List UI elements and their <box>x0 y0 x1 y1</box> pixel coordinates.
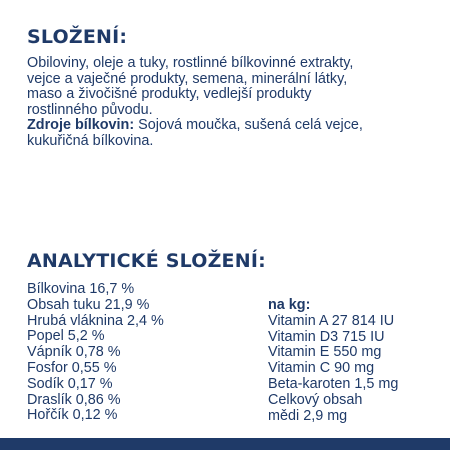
composition-line: maso a živočišné produkty, vedlejší produkty <box>27 86 312 103</box>
protein-sources-line <box>27 118 447 134</box>
nutrient-item: Popel 5,2 % <box>27 328 105 345</box>
nutrient-item: Fosfor 0,55 % <box>27 359 117 376</box>
additive-item: mědi 2,9 mg <box>268 407 348 424</box>
nutrient-item: Sodík 0,17 % <box>27 375 113 392</box>
composition-line: Obiloviny, oleje a tuky, rostlinné bílkovinné extrakty, <box>27 55 354 71</box>
additive-item: Vitamin C 90 mg <box>268 360 375 377</box>
per-kg-heading: na kg: <box>268 297 311 313</box>
protein-sources-label: Zdroje bílkovin: <box>27 117 135 134</box>
nutrient-item: Draslík 0,86 % <box>27 391 121 408</box>
additive-item: Vitamin D3 715 IU <box>268 328 385 345</box>
additive-item: Vitamin A 27 814 IU <box>268 312 395 329</box>
nutrient-item: Hrubá vláknina 2,4 % <box>27 312 164 329</box>
nutrient-item: Bílkovina 16,7 % <box>27 281 135 297</box>
composition-text <box>27 56 447 150</box>
additive-item: Beta-karoten 1,5 mg <box>268 375 399 392</box>
nutrient-item: Obsah tuku 21,9 % <box>27 296 150 313</box>
per-kg-additives-list <box>268 298 398 424</box>
composition-heading: SLOŽENÍ: <box>27 26 128 48</box>
additive-item: Vitamin E 550 mg <box>268 344 382 361</box>
protein-sources-text: Sojová moučka, sušená celá vejce, <box>134 117 363 134</box>
footer-bar <box>0 438 450 450</box>
nutrient-item: Hořčík 0,12 % <box>27 407 118 424</box>
additive-item: Celkový obsah <box>268 391 363 408</box>
composition-line: vejce a vaječné produkty, semena, minerální látky, <box>27 70 348 87</box>
analytic-composition-heading: ANALYTICKÉ SLOŽENÍ: <box>27 250 266 272</box>
protein-sources-line-2: kukuřičná bílkovina. <box>27 132 154 149</box>
analytic-nutrient-list <box>27 282 164 424</box>
nutrient-item: Vápník 0,78 % <box>27 344 121 361</box>
composition-line: rostlinného původu. <box>27 101 153 118</box>
